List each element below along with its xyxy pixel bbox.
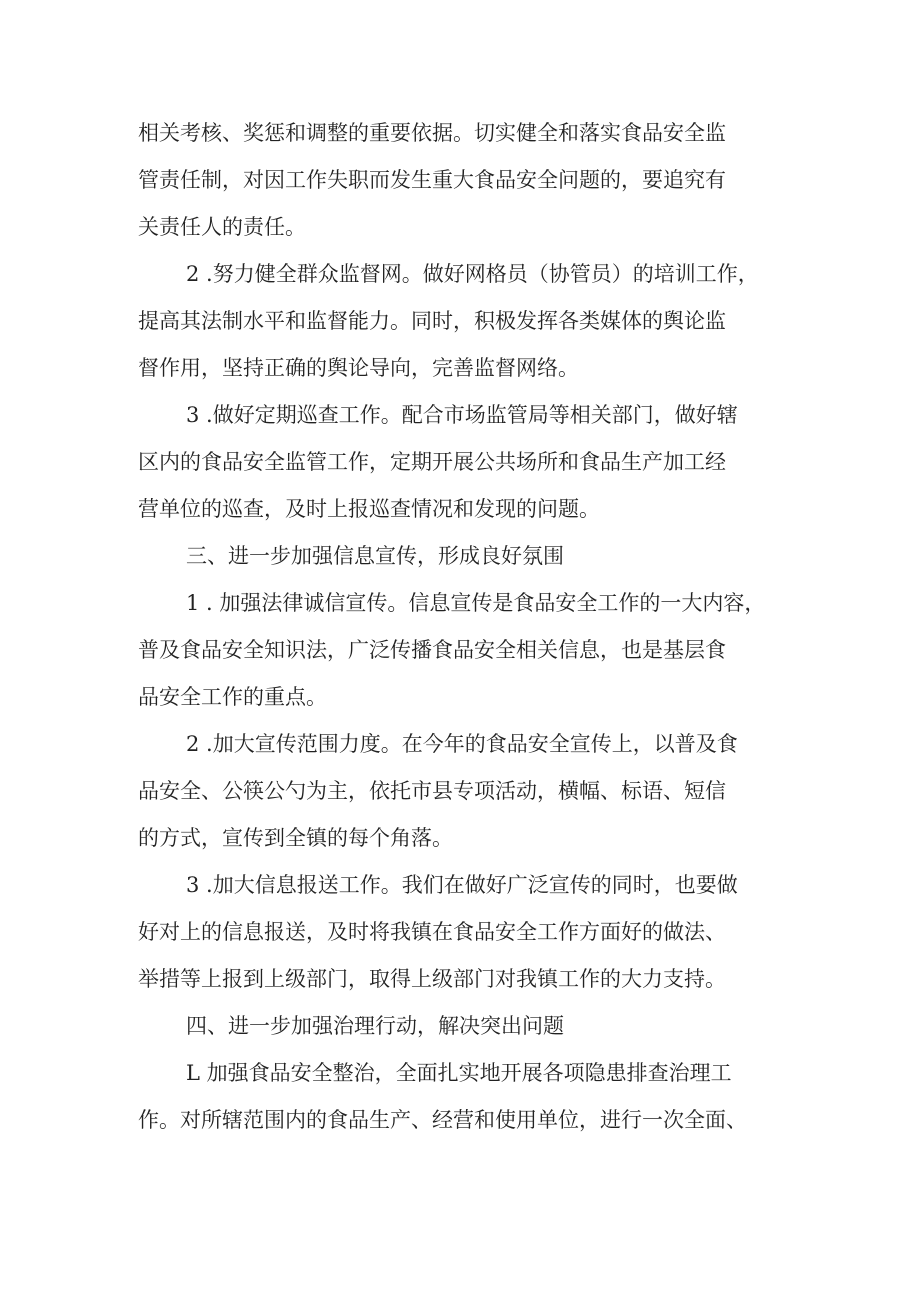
paragraph [138, 862, 798, 1003]
section-heading [138, 1003, 798, 1050]
section-heading [138, 533, 798, 580]
text-line: 区内的食品安全监管工作，定期开展公共场所和食品生产加工经 [138, 450, 726, 474]
text-line: 的方式，宣传到全镇的每个角落。 [138, 826, 453, 850]
text-line: 督作用，坚持正确的舆论导向，完善监督网络。 [138, 356, 579, 380]
paragraph [138, 721, 798, 862]
text-line: L 加强食品安全整治，全面扎实地开展各项隐患排查治理工 [186, 1061, 732, 1085]
paragraph [138, 251, 798, 392]
paragraph [138, 580, 798, 721]
paragraph [138, 1050, 798, 1144]
document-page [138, 110, 798, 1144]
text-line: 1 . 加强法律诚信宣传。信息宣传是食品安全工作的一大内容， [186, 591, 766, 615]
text-line: 四、进一步加强治理行动，解决突出问题 [186, 1014, 564, 1038]
text-line: 2 .努力健全群众监督网。做好网格员（协管员）的培训工作， [186, 262, 759, 286]
text-line: 3 .加大信息报送工作。我们在做好广泛宣传的同时，也要做 [186, 873, 738, 897]
text-line: 营单位的巡查，及时上报巡查情况和发现的问题。 [138, 497, 600, 521]
paragraph [138, 392, 798, 533]
text-line: 品安全工作的重点。 [138, 685, 327, 709]
text-line: 好对上的信息报送，及时将我镇在食品安全工作方面好的做法、 [138, 920, 726, 944]
paragraph [138, 110, 798, 251]
text-line: 普及食品安全知识法，广泛传播食品安全相关信息，也是基层食 [138, 638, 726, 662]
text-line: 三、进一步加强信息宣传，形成良好氛围 [186, 544, 564, 568]
text-line: 品安全、公筷公勺为主，依托市县专项活动，横幅、标语、短信 [138, 779, 726, 803]
text-line: 提高其法制水平和监督能力。同时，积极发挥各类媒体的舆论监 [138, 309, 726, 333]
text-line: 3 .做好定期巡查工作。配合市场监管局等相关部门，做好辖 [186, 403, 738, 427]
text-line: 关责任人的责任。 [138, 215, 306, 239]
text-line: 举措等上报到上级部门，取得上级部门对我镇工作的大力支持。 [138, 967, 726, 991]
text-line: 作。对所辖范围内的食品生产、经营和使用单位，进行一次全面、 [138, 1108, 747, 1132]
text-line: 管责任制，对因工作失职而发生重大食品安全问题的，要追究有 [138, 168, 726, 192]
text-line: 相关考核、奖惩和调整的重要依据。切实健全和落实食品安全监 [138, 121, 726, 145]
text-line: 2 .加大宣传范围力度。在今年的食品安全宣传上，以普及食 [186, 732, 738, 756]
